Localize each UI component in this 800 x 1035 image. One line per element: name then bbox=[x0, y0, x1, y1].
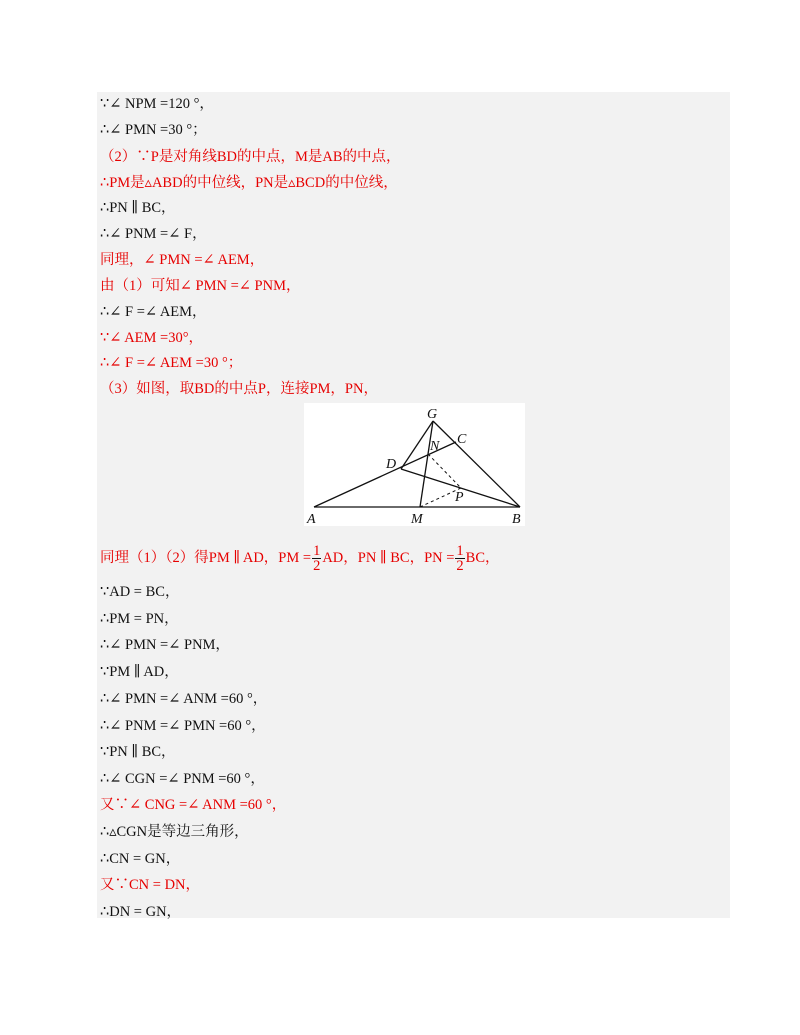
fraction-mid: AD，PN ∥ BC，PN = bbox=[322, 550, 455, 566]
line-23: ∴CN = GN， bbox=[100, 851, 181, 867]
line-3: （2）∵P是对角线BD的中点，M是AB的中点， bbox=[100, 149, 401, 165]
line-17: ∴∠ PMN =∠ ANM =60 °， bbox=[100, 691, 268, 707]
line-15: ∴∠ PMN =∠ PNM， bbox=[100, 637, 230, 653]
line-11: ∴∠ F =∠ AEM =30 °； bbox=[100, 355, 243, 371]
fraction-prefix: 同理（1）（2）得PM ∥ AD，PM = bbox=[100, 550, 312, 566]
fraction-2: $\frac{1}{2}$ bbox=[456, 543, 464, 575]
line-12: （3）如图，取BD的中点P，连接PM，PN， bbox=[100, 381, 378, 397]
line-20: ∴∠ CGN =∠ PNM =60 °， bbox=[100, 771, 265, 787]
line-10: ∵∠ AEM =30°， bbox=[100, 330, 204, 346]
line-8: 由（1）可知∠ PMN =∠ PNM， bbox=[100, 278, 301, 294]
line-7: 同理，∠ PMN =∠ AEM， bbox=[100, 252, 265, 268]
line-14: ∴PM = PN， bbox=[100, 611, 179, 627]
label-D: D bbox=[386, 457, 397, 472]
line-24: 又∵CN = DN， bbox=[100, 877, 201, 893]
label-A: A bbox=[307, 512, 316, 526]
line-25: ∴DN = GN， bbox=[100, 904, 182, 920]
line-4: ∴PM是▵ABD的中位线，PN是▵BCD的中位线， bbox=[100, 175, 398, 191]
line-19: ∵PN ∥ BC， bbox=[100, 744, 176, 760]
line-22: ∴▵CGN是等边三角形， bbox=[100, 824, 249, 840]
label-N: N bbox=[430, 439, 440, 454]
line-16: ∵PM ∥ AD， bbox=[100, 664, 179, 680]
label-C: C bbox=[457, 432, 467, 447]
line-fraction bbox=[100, 543, 500, 573]
label-M: M bbox=[411, 512, 423, 526]
line-18: ∴∠ PNM =∠ PMN =60 °， bbox=[100, 718, 266, 734]
line-21: 又∵∠ CNG =∠ ANM =60 °， bbox=[100, 797, 287, 813]
label-G: G bbox=[427, 407, 438, 422]
line-5: ∴PN ∥ BC， bbox=[100, 200, 176, 216]
label-B: B bbox=[512, 512, 521, 526]
fraction-suffix: BC， bbox=[465, 550, 500, 566]
geometry-figure bbox=[304, 403, 525, 526]
fraction-1: $\frac{1}{2}$ bbox=[313, 543, 321, 575]
line-13: ∵AD = BC， bbox=[100, 584, 180, 600]
line-1: ∵∠ NPM =120 °， bbox=[100, 96, 214, 112]
line-9: ∴∠ F =∠ AEM， bbox=[100, 304, 207, 320]
line-6: ∴∠ PNM =∠ F， bbox=[100, 226, 207, 242]
line-2: ∴∠ PMN =30 °； bbox=[100, 122, 207, 138]
label-P: P bbox=[455, 490, 464, 505]
